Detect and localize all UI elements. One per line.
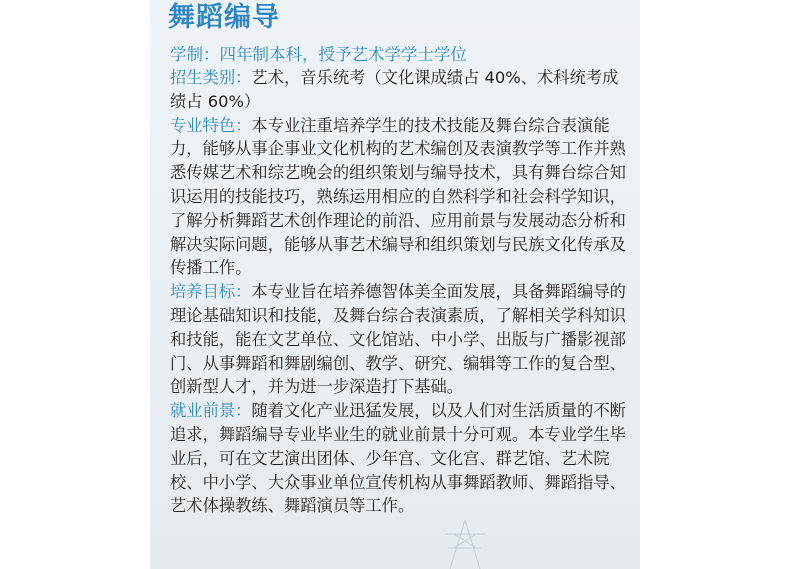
features-label: 专业特色： xyxy=(170,115,252,135)
features-text: 本专业注重培养学生的技术技能及舞台综合表演能力，能够从事企事业文化机构的艺术编创及表演教学等工作并熟悉传媒艺术和综艺晚会的组织策划与编导技术，具有舞台综合知识运用的技能技巧，熟练运用相应的自然科学和社会科学知识，了解分析舞蹈艺术创作理论的前沿、应用前景与发展动态分析和解决实际问题，能够从事艺术编导和组织策划与民族文化传承及传播工作。 xyxy=(170,115,626,278)
goals-text: 本专业旨在培养德智体美全面发展，具备舞蹈编导的理论基础知识和技能，及舞台综合表演素质，了解相关学科知识和技能，能在文艺单位、文化馆站、中小学、出版与广播影视部门、从事舞蹈和舞剧编创、教学、研究、编辑等工作的复合型、创新型人才，并为进一步深造打下基础。 xyxy=(170,282,626,397)
goals-label: 培养目标： xyxy=(170,282,252,302)
enrollment-text: 艺术，音乐统考（文化课成绩占 40%、术科统考成绩占 60%） xyxy=(170,68,619,111)
pylon-icon xyxy=(440,520,490,569)
program-duration: 学制：四年制本科，授予艺术学学士学位 xyxy=(170,45,467,64)
employment-label: 就业前景： xyxy=(170,401,252,421)
enrollment-label: 招生类别： xyxy=(170,68,252,87)
employment-text: 随着文化产业迅猛发展，以及人们对生活质量的不断追求，舞蹈编导专业毕业生的就业前景十分可观。本专业学生毕业后，可在文艺演出团体、少年宫、文化宫、群艺馆、艺术院校、中小学、大众事业单位宣传机构从事舞蹈教师、舞蹈指导、艺术体操教练、舞蹈演员等工作。 xyxy=(170,401,626,516)
program-description xyxy=(170,66,632,518)
employment-section xyxy=(170,399,632,518)
enrollment-section xyxy=(170,66,632,114)
goals-section xyxy=(170,280,632,399)
page-title: 舞蹈编导 xyxy=(168,2,280,33)
features-section xyxy=(170,114,632,281)
